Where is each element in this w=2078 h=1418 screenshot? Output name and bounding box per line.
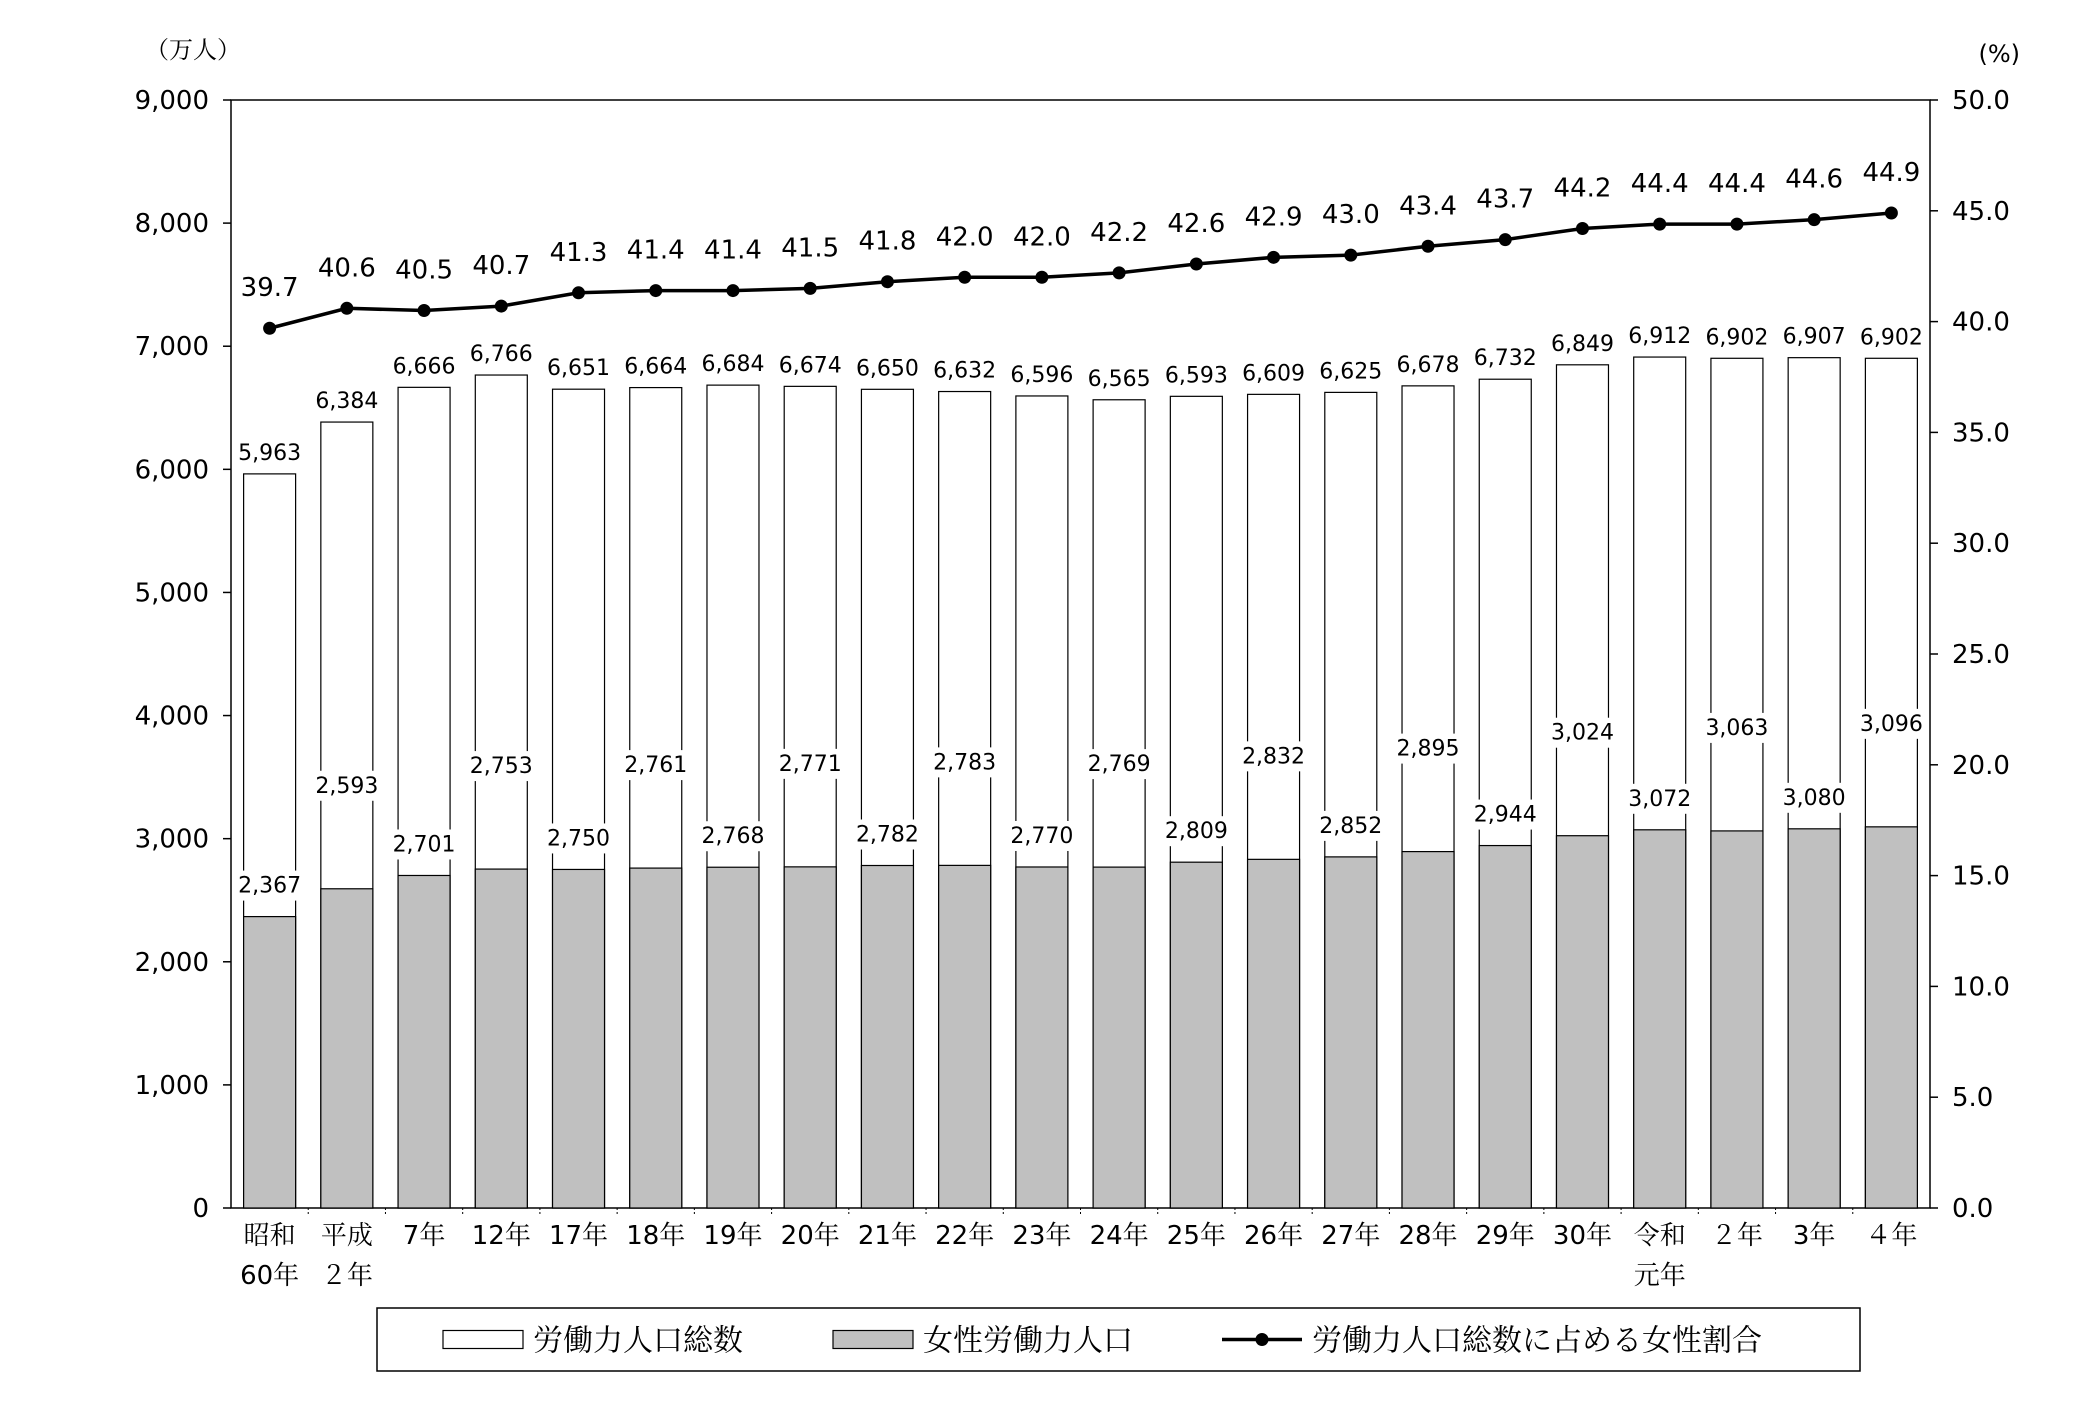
female-ratio-label: 41.8 [858, 226, 917, 257]
x-axis-category-label: 22年 [935, 1221, 995, 1251]
female-value-label: 2,783 [933, 750, 997, 776]
female-ratio-point [340, 302, 353, 315]
female-ratio-label: 43.0 [1321, 200, 1380, 231]
female-ratio-label: 41.4 [626, 235, 685, 266]
female-ratio-label: 41.3 [549, 237, 608, 268]
x-axis-category-label: 27年 [1321, 1221, 1381, 1251]
bar-female-labor-force [784, 867, 836, 1208]
female-ratio-point [804, 282, 817, 295]
x-axis-category-label: 18年 [626, 1221, 686, 1251]
female-value-label: 2,701 [392, 832, 456, 858]
x-axis-category-label: 元年 [1633, 1261, 1686, 1291]
female-value-label: 2,753 [469, 754, 533, 780]
bar-female-labor-force [1711, 831, 1763, 1208]
legend-swatch-ratio-marker [1256, 1333, 1269, 1346]
total-value-label: 6,632 [933, 358, 997, 384]
female-ratio-label: 43.4 [1399, 191, 1457, 222]
left-axis-tick-label: 2,000 [134, 947, 209, 978]
female-value-label: 2,782 [855, 822, 919, 848]
x-axis-category-label: 20年 [780, 1221, 840, 1251]
total-value-label: 6,732 [1473, 346, 1537, 372]
female-ratio-label: 43.7 [1476, 184, 1535, 215]
x-axis-category-label: 21年 [857, 1221, 917, 1251]
total-value-label: 6,907 [1782, 324, 1846, 350]
x-axis-category-label: 12年 [471, 1221, 531, 1251]
right-axis-tick-label: 30.0 [1952, 529, 2010, 560]
female-ratio-point [1653, 218, 1666, 231]
female-ratio-label: 44.4 [1707, 169, 1766, 200]
right-axis-tick-label: 50.0 [1952, 86, 2010, 116]
right-axis-unit: (%) [1978, 40, 2020, 68]
total-value-label: 6,565 [1087, 366, 1151, 392]
x-axis-category-label: ２年 [320, 1261, 373, 1291]
right-axis-tick-label: 20.0 [1952, 750, 2010, 781]
female-value-label: 2,809 [1164, 819, 1228, 845]
female-ratio-point [1422, 240, 1435, 253]
female-value-label: 2,944 [1473, 802, 1537, 828]
left-axis-tick-label: 9,000 [134, 86, 209, 116]
bar-female-labor-force [1479, 846, 1531, 1208]
right-axis-tick-label: 45.0 [1952, 196, 2010, 227]
female-value-label: 2,852 [1319, 813, 1383, 839]
x-axis-category-label: 24年 [1089, 1221, 1149, 1251]
legend-label-total: 労働力人口総数 [533, 1323, 743, 1359]
female-ratio-label: 40.7 [472, 251, 531, 282]
total-value-label: 6,609 [1242, 361, 1306, 387]
left-axis-unit: （万人） [145, 36, 241, 64]
left-axis-tick-label: 6,000 [134, 455, 209, 486]
female-value-label: 2,750 [547, 826, 611, 852]
x-axis-category-label: 平成 [320, 1221, 373, 1251]
bar-female-labor-force [1170, 862, 1222, 1208]
total-value-label: 6,666 [392, 354, 456, 380]
female-ratio-label: 44.6 [1785, 164, 1844, 195]
x-axis-category-label: 29年 [1475, 1221, 1535, 1251]
female-ratio-point [572, 286, 585, 299]
bar-female-labor-force [1248, 859, 1300, 1208]
total-value-label: 6,651 [547, 356, 611, 382]
bar-female-labor-force [475, 869, 527, 1208]
legend-label-ratio: 労働力人口総数に占める女性割合 [1312, 1323, 1762, 1359]
female-ratio-label: 41.4 [704, 235, 762, 266]
left-axis-tick-label: 3,000 [134, 824, 209, 855]
female-ratio-point [1035, 271, 1048, 284]
female-ratio-label: 40.6 [317, 253, 376, 284]
total-value-label: 6,678 [1396, 352, 1460, 378]
total-value-label: 6,766 [469, 342, 533, 368]
bar-female-labor-force [1093, 867, 1145, 1208]
female-ratio-point [1808, 213, 1821, 226]
female-ratio-label: 44.2 [1553, 173, 1612, 204]
legend-swatch-total [443, 1331, 523, 1349]
total-value-label: 6,912 [1628, 324, 1692, 350]
female-ratio-point [495, 300, 508, 313]
female-ratio-point [1190, 257, 1203, 270]
x-axis-category-label: 17年 [548, 1221, 609, 1251]
bar-female-labor-force [939, 865, 991, 1208]
female-ratio-point [958, 271, 971, 284]
x-axis-category-label: 28年 [1398, 1221, 1458, 1251]
left-axis-tick-label: 4,000 [134, 701, 209, 732]
legend-swatch-female [833, 1331, 913, 1349]
bar-female-labor-force [1634, 830, 1686, 1208]
right-axis-tick-label: 40.0 [1952, 307, 2010, 338]
right-axis-tick-label: 5.0 [1952, 1083, 1994, 1114]
female-ratio-label: 42.0 [935, 222, 994, 253]
female-ratio-label: 41.5 [781, 233, 840, 264]
legend-label-female: 女性労働力人口 [923, 1323, 1133, 1359]
left-axis-tick-label: 1,000 [134, 1070, 209, 1101]
total-value-label: 6,684 [701, 352, 765, 378]
female-ratio-label: 39.7 [240, 273, 299, 304]
female-ratio-label: 42.9 [1244, 202, 1303, 233]
female-ratio-label: 44.4 [1630, 169, 1689, 200]
female-value-label: 3,072 [1628, 786, 1692, 812]
bar-female-labor-force [398, 875, 450, 1208]
bar-female-labor-force [1325, 857, 1377, 1208]
female-value-label: 2,367 [238, 873, 302, 899]
female-ratio-point [881, 275, 894, 288]
female-value-label: 2,761 [624, 753, 688, 779]
female-value-label: 2,771 [778, 751, 842, 777]
bar-female-labor-force [630, 868, 682, 1208]
female-value-label: 2,832 [1242, 744, 1306, 770]
total-value-label: 6,674 [778, 353, 842, 379]
x-axis-category-label: ４年 [1865, 1221, 1918, 1251]
female-ratio-point [1885, 207, 1898, 220]
x-axis-category-label: 25年 [1166, 1221, 1226, 1251]
female-value-label: 2,768 [701, 824, 765, 850]
female-value-label: 3,080 [1782, 785, 1846, 811]
x-axis-category-label: 23年 [1012, 1221, 1072, 1251]
total-value-label: 6,902 [1859, 325, 1923, 351]
right-axis-tick-label: 0.0 [1952, 1194, 1994, 1224]
x-axis-category-label: 26年 [1244, 1221, 1304, 1251]
bar-female-labor-force [244, 917, 296, 1208]
total-value-label: 6,664 [624, 354, 688, 380]
female-ratio-point [1576, 222, 1589, 235]
x-axis-category-label: 3年 [1792, 1221, 1836, 1251]
x-axis-category-label: 昭和 [243, 1221, 296, 1251]
left-axis-tick-label: 8,000 [134, 209, 209, 240]
female-ratio-point [1344, 249, 1357, 262]
female-value-label: 3,096 [1859, 711, 1923, 737]
bar-female-labor-force [321, 889, 373, 1208]
bar-female-labor-force [707, 867, 759, 1208]
bar-female-labor-force [1016, 867, 1068, 1208]
bar-female-labor-force [1402, 852, 1454, 1208]
x-axis-category-label: 令和 [1633, 1221, 1686, 1251]
total-value-label: 6,849 [1550, 331, 1614, 357]
x-axis-category-label: 7年 [402, 1221, 446, 1251]
bar-female-labor-force [553, 869, 605, 1208]
total-value-label: 5,963 [238, 440, 302, 466]
total-value-label: 6,625 [1319, 359, 1383, 385]
female-value-label: 2,770 [1010, 823, 1074, 849]
right-axis-tick-label: 35.0 [1952, 418, 2010, 449]
female-ratio-label: 42.2 [1090, 217, 1149, 248]
female-ratio-label: 44.9 [1862, 158, 1921, 189]
female-ratio-point [649, 284, 662, 297]
female-value-label: 2,593 [315, 773, 379, 799]
total-value-label: 6,593 [1164, 363, 1228, 389]
female-ratio-label: 42.0 [1012, 222, 1071, 253]
x-axis-category-label: ２年 [1710, 1221, 1763, 1251]
x-axis-category-label: 60年 [240, 1261, 300, 1291]
female-ratio-point [263, 322, 276, 335]
female-value-label: 3,024 [1550, 720, 1614, 746]
bar-female-labor-force [1788, 829, 1840, 1208]
female-ratio-point [418, 304, 431, 317]
x-axis-category-label: 30年 [1552, 1221, 1613, 1251]
female-ratio-label: 40.5 [395, 255, 454, 286]
female-value-label: 2,769 [1087, 752, 1151, 778]
total-value-label: 6,902 [1705, 325, 1769, 351]
female-ratio-point [1499, 233, 1512, 246]
left-axis-tick-label: 7,000 [134, 332, 209, 363]
female-ratio-point [1267, 251, 1280, 264]
bar-female-labor-force [1865, 827, 1917, 1208]
left-axis-tick-label: 5,000 [134, 578, 209, 609]
bar-female-labor-force [1556, 836, 1608, 1208]
female-ratio-point [1730, 218, 1743, 231]
female-ratio-label: 42.6 [1167, 208, 1226, 239]
female-ratio-point [726, 284, 739, 297]
female-value-label: 3,063 [1705, 715, 1769, 741]
left-axis-tick-label: 0 [192, 1194, 209, 1224]
total-value-label: 6,596 [1010, 362, 1074, 388]
x-axis-category-label: 19年 [703, 1221, 763, 1251]
female-value-label: 2,895 [1396, 736, 1460, 762]
female-ratio-point [1113, 266, 1126, 279]
right-axis-tick-label: 15.0 [1952, 861, 2010, 892]
right-axis-tick-label: 10.0 [1952, 972, 2010, 1003]
total-value-label: 6,384 [315, 389, 379, 415]
bar-female-labor-force [861, 866, 913, 1208]
right-axis-tick-label: 25.0 [1952, 640, 2010, 670]
total-value-label: 6,650 [855, 356, 919, 382]
